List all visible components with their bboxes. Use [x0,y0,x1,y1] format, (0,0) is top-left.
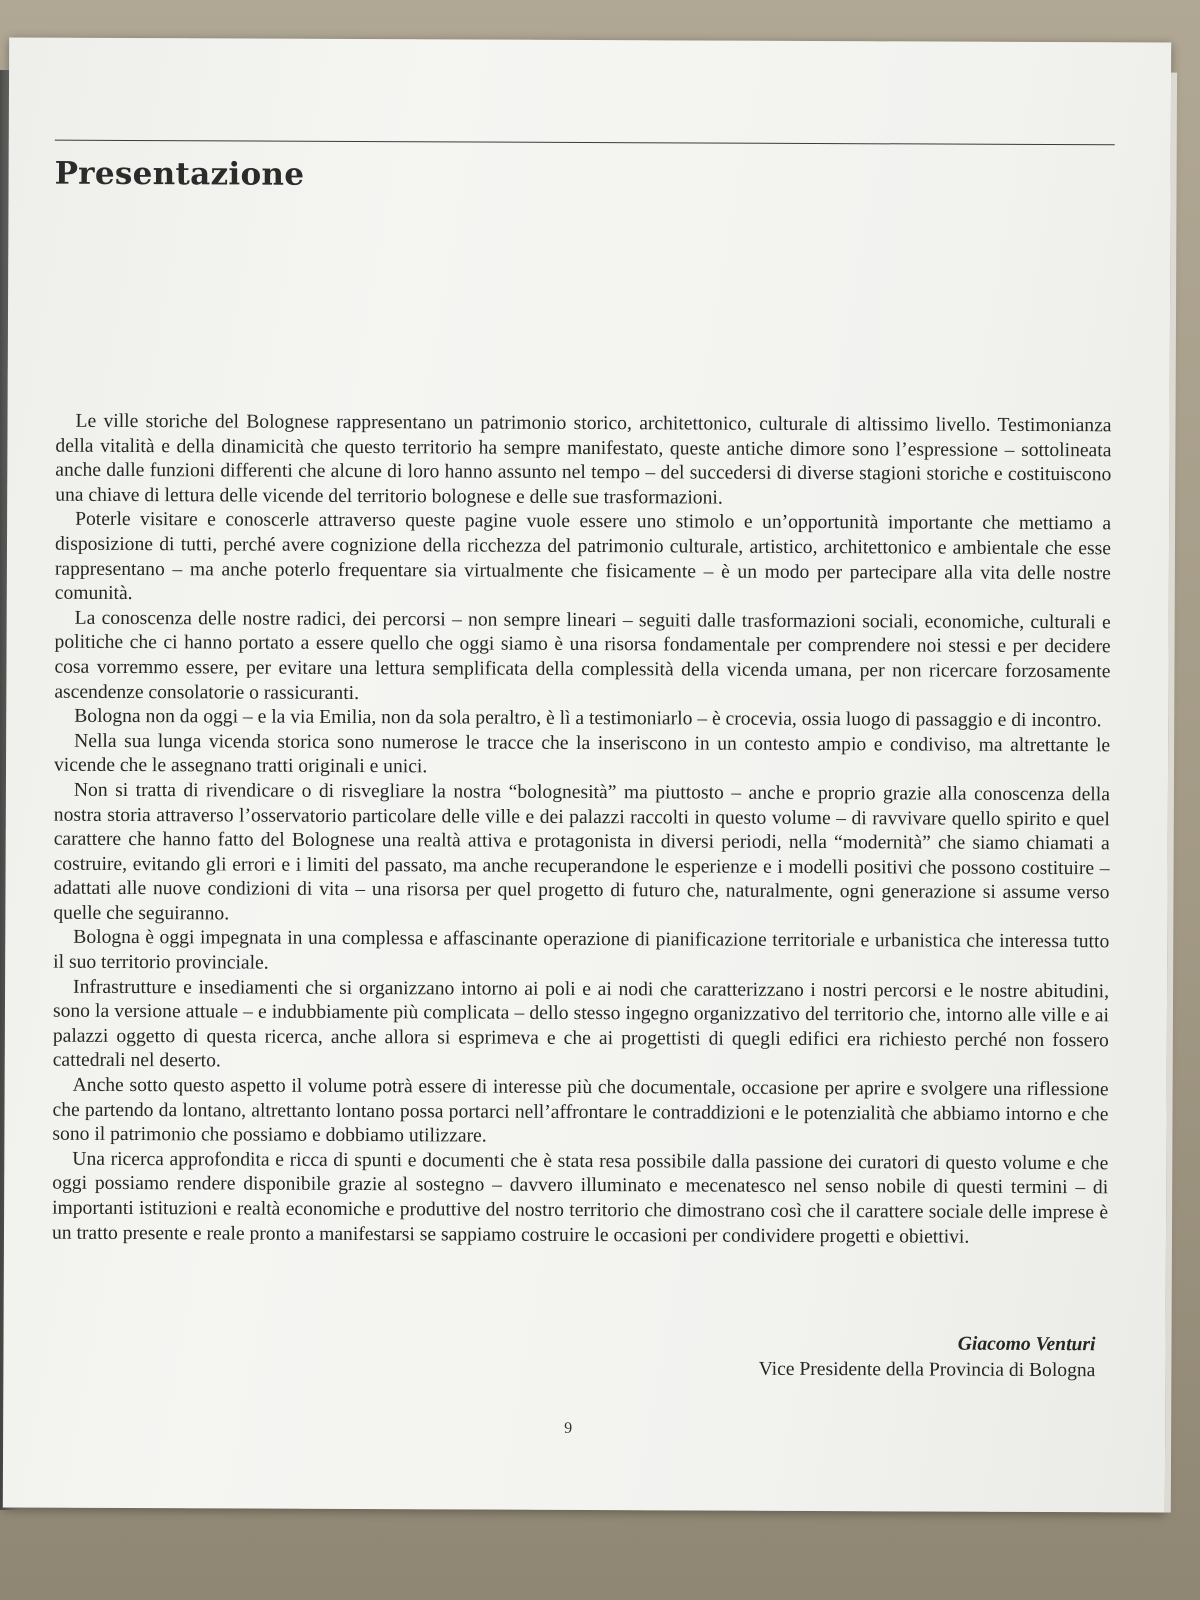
paragraph: La conoscenza delle nostre radici, dei percorsi – non sempre lineari – seguiti dalle trasformazioni sociali, economiche, culturali e politiche che ci hanno portato a essere quello che oggi siamo è una risorsa fondamentale per comprendere noi stessi e per decidere cosa vorremmo essere, per evitare una lettura semplificata della complessità della vicenda umana, per non ricercare forzosamente ascendenze consolatorie o rassicuranti. [54,607,1111,704]
paragraph: Poterle visitare e conoscerle attraverso queste pagine vuole essere uno stimolo e un’opportunità importante che mettiamo a disposizione di tutti, perché avere cognizione della ricchezza del patrimonio culturale, artistico, architettonico e ambientale che esse rappresentano – ma anche poterlo frequentare sia virtualmente che fisicamente – è un modo per partecipare alla vita delle nostre comunità. [54,509,1112,605]
paragraph: Le ville storiche del Bolognese rappresentano un patrimonio storico, architettonico, culturale di altissimo livello. Testimonianza della vitalità e della dinamicità che questo territorio ha sempre manifestato, queste antiche dimore sono l’espressione – sottolineata anche dalle funzioni differenti che alcune di loro hanno assunto nel tempo – del succedersi di diverse stagioni storiche e costituiscono una chiave di lettura delle vicende del territorio bolognese e delle sue trasformazioni. [55,410,1112,509]
paragraph: Bologna è oggi impegnata in una complessa e affascinante operazione di pianificazione territoriale e urbanistica che interessa tutto il suo territorio provinciale. [53,927,1110,974]
paragraph: Non si tratta di rivendicare o di risvegliare la nostra “bolognesità” ma piuttosto – anche e proprio grazie alla conoscenza della nostra storia attraverso l’osservatorio particolare delle ville e dei palazzi raccolti in questo volume – di ravvivare quello spirito e quel carattere che hanno fatto del Bolognese una realtà attiva e protagonista in diversi periodi, nella “modernità” che siamo chiamati a costruire, evitando gli errori e i limiti del passato, ma anche recuperandone le esperienze e i modelli positivi che possono costituire – adattati alle nuove condizioni di vita – una risorsa per quel progetto di futuro che, naturalmente, ogni generazione si assume verso quelle che seguiranno. [53,779,1110,925]
signature-name: Giacomo Venturi [957,1333,1096,1356]
page-number: 9 [564,1419,573,1437]
signature-block [759,1331,1096,1384]
header-rule [55,140,1115,146]
paragraph: Anche sotto questo aspetto il volume potrà essere di interesse più che documentale, occasione per aprire e svolgere una riflessione che partendo da lontano, altrettanto lontano possa portarci nell’affrontare le contraddizioni e le potenzialità che abbiamo intorno e che sono il patrimonio che possiamo e dobbiamo utilizzare. [52,1074,1109,1147]
paragraph: Bologna non da oggi – e la via Emilia, non da sola peraltro, è lì a testimoniarlo – è crocevia, ossia luogo di passaggio e di incontro. [74,705,1102,732]
paragraph: Nella sua lunga vicenda storica sono numerose le tracce che la inseriscono in un contesto ampio e condiviso, ma altrettante le vicende che le assegnano tratti originali e unici. [53,730,1111,778]
book-page [3,37,1171,1512]
paragraph: Una ricerca approfondita e ricca di spunti e documenti che è stata resa possibile dalla passione dei curatori di questo volume e che oggi possiamo rendere disponibile grazie al sostegno – davvero illuminato e mecenatesco nel senso nobile di questi termini – di importanti istituzioni e realtà economiche e produttive del nostro territorio che dimostrano così che il carattere sociale delle imprese è un tratto presente e reale pronto a manifestarsi se sappiamo costruire le occasioni per condividere progetti e obiettivi. [51,1148,1109,1248]
page-title: Presentazione [54,155,305,193]
page-edge [1165,73,1177,1513]
signature-role: Vice Presidente della Provincia di Bologna [758,1358,1096,1382]
body-text [52,410,1112,1251]
paragraph: Infrastrutture e insediamenti che si organizzano intorno ai poli e ai nodi che caratterizzano i nostri percorsi e le nostre abitudini, sono la versione attuale – e indubbiamente più complicata – dello stesso ingegno organizzativo del territorio che, intorno alle ville e ai palazzi oggetto di questa ricerca, anche allora si esprimeva e che ai progettisti di quegli edifici era richiesto perché non fossero cattedrali nel deserto. [52,976,1110,1072]
